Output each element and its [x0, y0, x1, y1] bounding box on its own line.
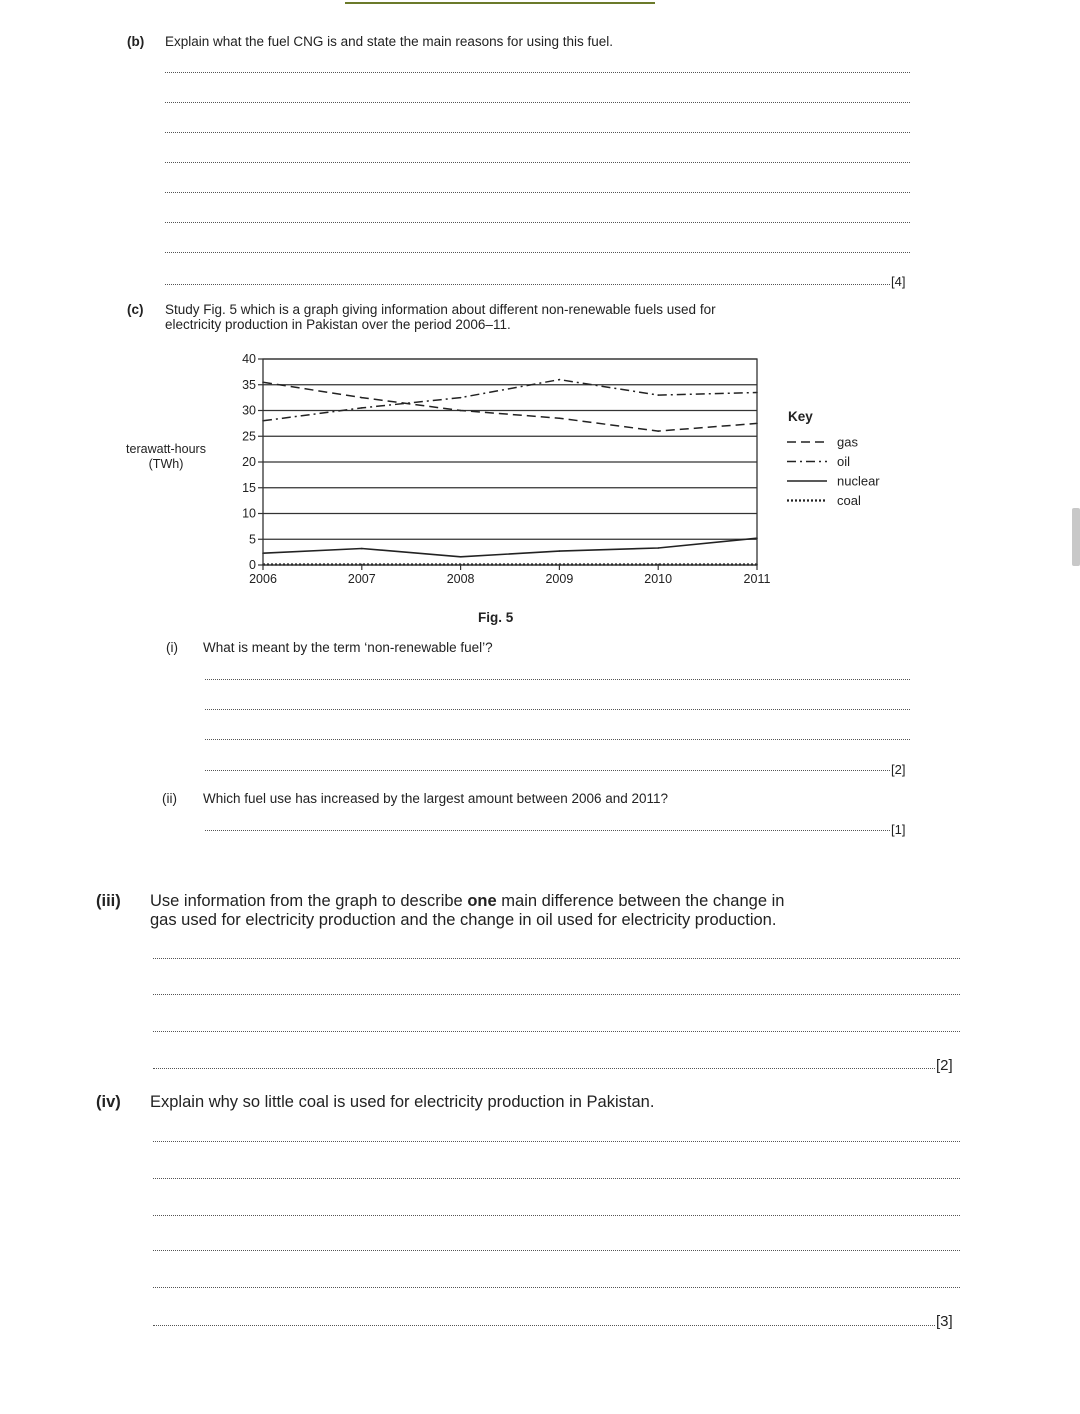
- answer-line[interactable]: [165, 222, 910, 223]
- figure-caption: Fig. 5: [478, 610, 514, 625]
- y-tick-label: 40: [242, 352, 256, 366]
- q-ii-label: (ii): [162, 791, 177, 806]
- y-tick-label: 35: [242, 377, 256, 392]
- legend-label-coal: coal: [837, 493, 861, 508]
- answer-line[interactable]: [165, 162, 910, 163]
- part-c-label: (c): [127, 302, 144, 317]
- x-tick-label: 2008: [446, 572, 475, 586]
- answer-line[interactable]: [165, 132, 910, 133]
- q-iii-line1: [150, 892, 784, 911]
- data-point-oil: [460, 397, 462, 399]
- q-iii-line1-b: main difference between the change in: [501, 892, 785, 910]
- answer-line[interactable]: [153, 1287, 960, 1288]
- data-point-gas: [559, 417, 561, 419]
- part-b-question: Explain what the fuel CNG is and state the main reasons for using this fuel.: [165, 34, 613, 49]
- answer-line[interactable]: [153, 1068, 935, 1069]
- part-c-intro-line1: Study Fig. 5 which is a graph giving information about different non-renewable fuels used for: [165, 302, 716, 317]
- answer-line[interactable]: [153, 1178, 960, 1179]
- answer-line[interactable]: [153, 1250, 960, 1251]
- answer-line[interactable]: [153, 1031, 960, 1032]
- answer-line[interactable]: [153, 1141, 960, 1142]
- answer-line[interactable]: [165, 102, 910, 103]
- q-iii-mark: [2]: [936, 1057, 953, 1074]
- q-ii-mark: [1]: [891, 822, 906, 837]
- data-point-oil: [559, 379, 561, 381]
- data-point-nuclear: [460, 556, 462, 558]
- y-tick-label: 30: [242, 403, 256, 418]
- answer-line[interactable]: [165, 284, 890, 285]
- y-tick-label: 20: [242, 455, 256, 469]
- series-line-gas: [263, 382, 757, 431]
- header-rule: [345, 2, 655, 4]
- data-point-gas: [361, 397, 363, 399]
- q-i-label: (i): [166, 640, 178, 655]
- y-tick-label: 25: [242, 429, 256, 444]
- part-c-intro-line2: electricity production in Pakistan over the period 2006–11.: [165, 317, 511, 332]
- x-tick-label: 2006: [249, 572, 277, 586]
- answer-line[interactable]: [153, 1325, 935, 1326]
- answer-line[interactable]: [205, 739, 910, 740]
- data-point-gas: [460, 410, 462, 412]
- answer-line[interactable]: [165, 72, 910, 73]
- fuel-line-chart: [0, 340, 1080, 600]
- part-b-mark: [4]: [891, 274, 906, 289]
- x-tick-label: 2011: [743, 572, 771, 586]
- q-iii-label: (iii): [96, 892, 121, 910]
- q-iii-line1-a: Use information from the graph to describe: [150, 892, 463, 910]
- answer-line[interactable]: [205, 770, 890, 771]
- answer-line[interactable]: [153, 958, 960, 959]
- answer-line[interactable]: [165, 252, 910, 253]
- y-tick-label: 15: [242, 480, 256, 495]
- x-tick-label: 2010: [644, 572, 673, 586]
- legend-label-oil: oil: [837, 454, 851, 469]
- answer-line[interactable]: [153, 994, 960, 995]
- legend-label-gas: gas: [837, 434, 858, 450]
- answer-line[interactable]: [153, 1215, 960, 1216]
- answer-line[interactable]: [205, 679, 910, 680]
- series-line-nuclear: [263, 538, 757, 557]
- q-iii-line2: gas used for electricity production and the change in oil used for electricity production.: [150, 911, 777, 929]
- series-line-oil: [263, 380, 757, 421]
- x-tick-label: 2007: [347, 572, 376, 586]
- q-ii-question: Which fuel use has increased by the largest amount between 2006 and 2011?: [203, 791, 669, 806]
- x-tick-label: 2009: [545, 572, 574, 586]
- answer-line[interactable]: [205, 830, 890, 831]
- q-iv-question: Explain why so little coal is used for electricity production in Pakistan.: [150, 1093, 655, 1111]
- q-iv-mark: [3]: [936, 1313, 953, 1330]
- q-iii-emphasis: one: [467, 892, 497, 910]
- part-b-label: (b): [127, 34, 145, 49]
- y-axis-unit: (TWh): [148, 457, 184, 471]
- y-tick-label: 10: [242, 506, 256, 521]
- data-point-gas: [657, 430, 659, 432]
- data-point-nuclear: [657, 547, 659, 549]
- answer-line[interactable]: [205, 709, 910, 710]
- q-i-question: What is meant by the term ‘non-renewable fuel’?: [203, 640, 493, 655]
- answer-line[interactable]: [165, 192, 910, 193]
- scrollbar[interactable]: [1072, 508, 1080, 566]
- legend-label-nuclear: nuclear: [837, 473, 880, 489]
- y-axis-label: terawatt-hours: [126, 442, 206, 456]
- q-iv-label: (iv): [96, 1093, 121, 1111]
- data-point-oil: [361, 407, 363, 409]
- q-i-mark: [2]: [891, 762, 906, 777]
- legend-title: Key: [788, 409, 813, 424]
- data-point-nuclear: [559, 550, 561, 552]
- data-point-nuclear: [361, 548, 363, 550]
- data-point-oil: [657, 394, 659, 396]
- y-tick-label: 5: [249, 532, 256, 547]
- y-tick-label: 0: [249, 558, 256, 572]
